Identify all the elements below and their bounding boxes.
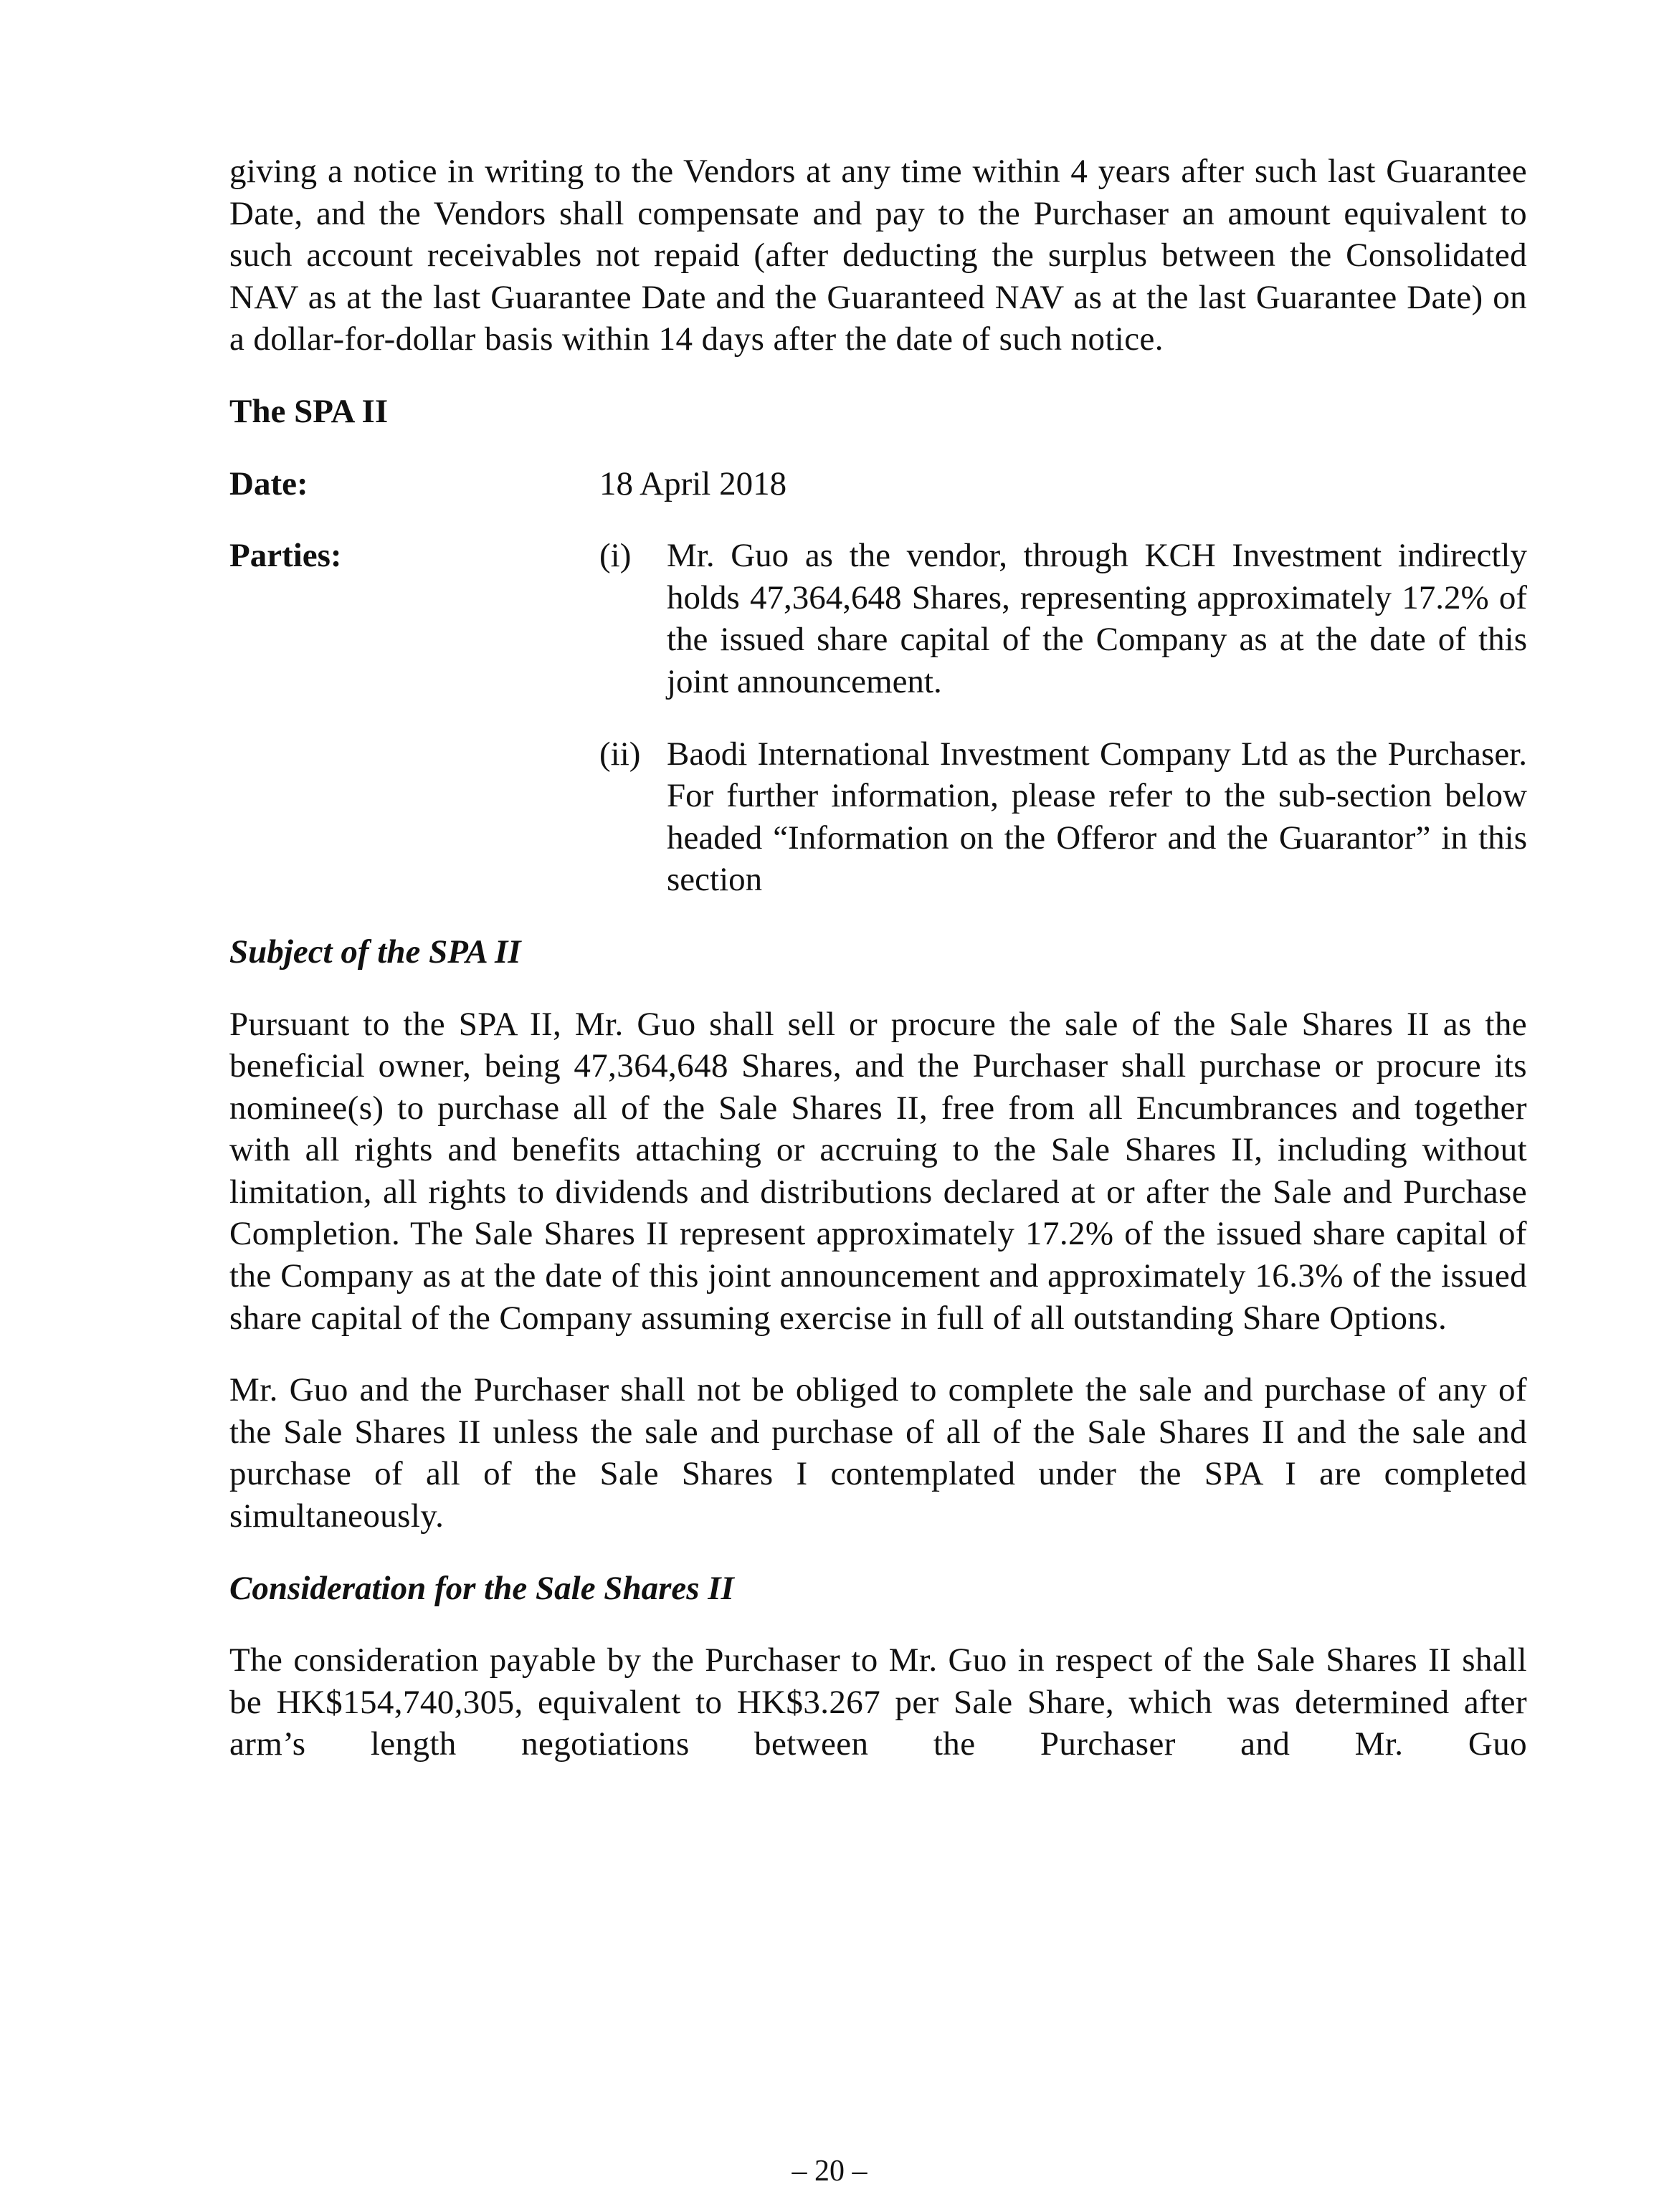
consideration-paragraph: The consideration payable by the Purchaser to Mr. Guo in respect of the Sale Shares II shall be HK$154,740,305, equivalent to HK$3.267 per Sale Share, which was determined after arm’s length negotiations between the Purchaser and Mr. Guo — [229, 1641, 1527, 1763]
page-number: – 20 – — [792, 2155, 867, 2188]
spa-ii-heading: The SPA II — [229, 392, 389, 430]
consideration-heading: Consideration for the Sale Shares II — [229, 1569, 734, 1607]
parties-row — [229, 535, 1527, 901]
parties-label: Parties: — [229, 537, 342, 575]
party-text: Baodi International Investment Company Ltd as the Purchaser. For further information, please refer to the sub-section below headed “Information on the Offeror and the Guarantor” in this section — [667, 735, 1527, 899]
document-page — [229, 151, 1527, 1765]
subject-heading: Subject of the SPA II — [229, 933, 521, 971]
date-label: Date: — [229, 464, 308, 502]
subject-paragraph: Pursuant to the SPA II, Mr. Guo shall sell or procure the sale of the Sale Shares II as the beneficial owner, being 47,364,648 Shares, and the Purchaser shall purchase or procure its nominee(s) to purchase all of the Sale Shares II, free from all Encumbrances and together with all rights and benefits attaching or accruing to the Sale Shares II, including without limitation, all rights to dividends and distributions declared at or after the Sale and Purchase Completion. The Sale Shares II represent approximately 17.2% of the issued share capital of the Company as at the date of this joint announcement and approximately 16.3% of the issued share capital of the Company assuming exercise in full of all outstanding Share Options. — [229, 1005, 1527, 1337]
party-number: (i) — [599, 537, 632, 575]
date-value: 18 April 2018 — [599, 464, 787, 502]
obligation-paragraph: Mr. Guo and the Purchaser shall not be obliged to complete the sale and purchase of any of the Sale Shares II unless the sale and purchase of all of the Sale Shares II and the sale and purchase of all of the Sale Shares I contemplated under the SPA I are completed simultaneously. — [229, 1371, 1527, 1535]
intro-paragraph: giving a notice in writing to the Vendors at any time within 4 years after such last Guarantee Date, and the Vendors shall compensate and pay to the Purchaser an amount equivalent to such account receivables not repaid (after deducting the surplus between the Consolidated NAV as at the last Guarantee Date and the Guaranteed NAV as at the last Guarantee Date) on a dollar-for-dollar basis within 14 days after the date of such notice. — [229, 153, 1527, 358]
date-row — [229, 463, 1527, 505]
party-item — [599, 733, 1527, 901]
party-item — [599, 535, 1527, 702]
party-text: Mr. Guo as the vendor, through KCH Investment indirectly holds 47,364,648 Shares, representing approximately 17.2% of the issued share capital of the Company as at the date of this joint announcement. — [667, 537, 1527, 700]
party-number: (ii) — [599, 735, 641, 773]
